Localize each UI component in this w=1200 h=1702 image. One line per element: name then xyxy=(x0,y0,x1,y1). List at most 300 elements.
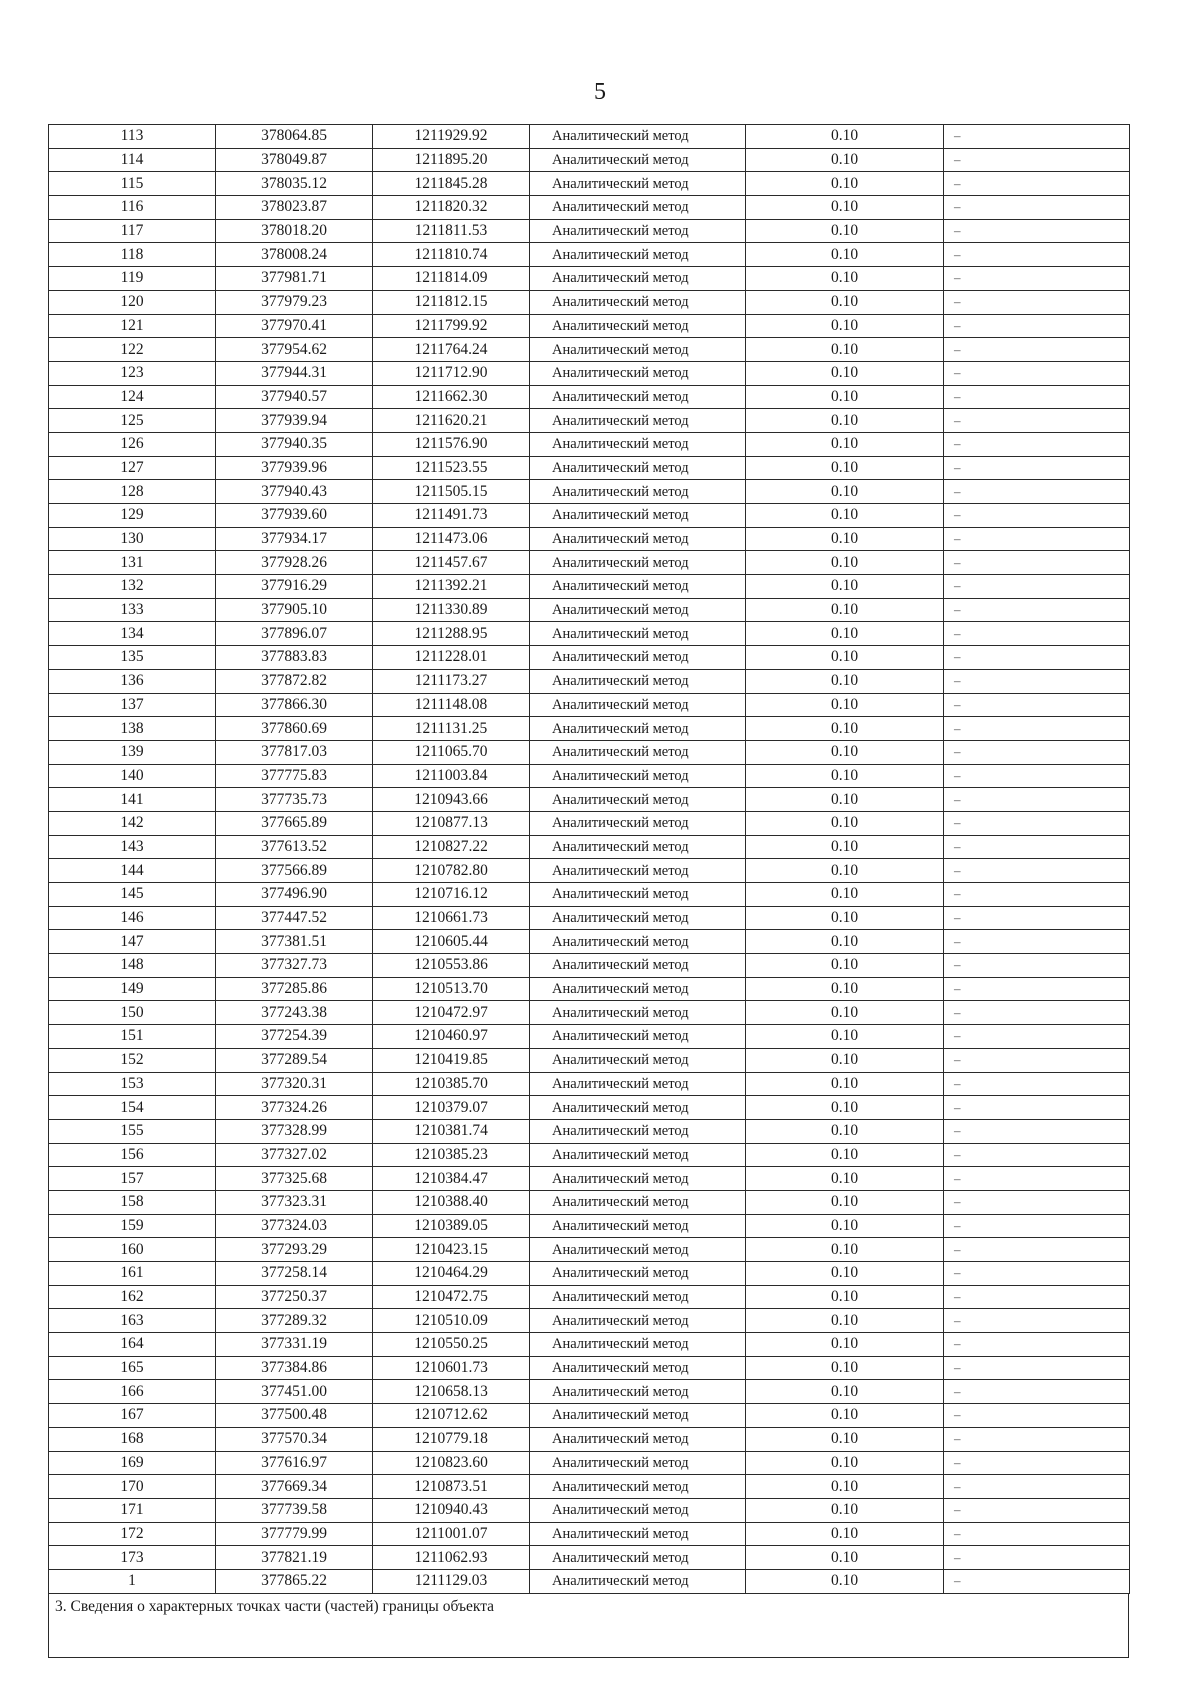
point-number-cell: 169 xyxy=(49,1451,216,1475)
table-row xyxy=(49,930,1130,954)
point-number-cell: 173 xyxy=(49,1546,216,1570)
method-cell: Аналитический метод xyxy=(530,196,746,220)
table-row xyxy=(49,551,1130,575)
description-cell: – xyxy=(944,740,1130,764)
y-coordinate-cell: 1211457.67 xyxy=(373,551,530,575)
point-number-cell: 157 xyxy=(49,1167,216,1191)
description-cell: – xyxy=(944,1096,1130,1120)
section-3-box xyxy=(48,1594,1129,1658)
method-cell: Аналитический метод xyxy=(530,740,746,764)
method-cell: Аналитический метод xyxy=(530,1167,746,1191)
point-number-cell: 121 xyxy=(49,314,216,338)
point-number-cell: 117 xyxy=(49,219,216,243)
accuracy-cell: 0.10 xyxy=(746,1048,944,1072)
accuracy-cell: 0.10 xyxy=(746,125,944,149)
y-coordinate-cell: 1210510.09 xyxy=(373,1309,530,1333)
table-row xyxy=(49,1333,1130,1357)
accuracy-cell: 0.10 xyxy=(746,646,944,670)
y-coordinate-cell: 1210513.70 xyxy=(373,977,530,1001)
x-coordinate-cell: 377496.90 xyxy=(216,883,373,907)
accuracy-cell: 0.10 xyxy=(746,764,944,788)
point-number-cell: 172 xyxy=(49,1522,216,1546)
description-cell: – xyxy=(944,693,1130,717)
method-cell: Аналитический метод xyxy=(530,1380,746,1404)
table-row xyxy=(49,811,1130,835)
point-number-cell: 154 xyxy=(49,1096,216,1120)
y-coordinate-cell: 1210472.97 xyxy=(373,1001,530,1025)
table-row xyxy=(49,1096,1130,1120)
y-coordinate-cell: 1211523.55 xyxy=(373,456,530,480)
table-row xyxy=(49,1285,1130,1309)
y-coordinate-cell: 1210877.13 xyxy=(373,811,530,835)
x-coordinate-cell: 377940.35 xyxy=(216,432,373,456)
description-cell: – xyxy=(944,527,1130,551)
description-cell: – xyxy=(944,835,1130,859)
y-coordinate-cell: 1211820.32 xyxy=(373,196,530,220)
description-cell: – xyxy=(944,456,1130,480)
description-cell: – xyxy=(944,196,1130,220)
table-row xyxy=(49,1309,1130,1333)
accuracy-cell: 0.10 xyxy=(746,693,944,717)
y-coordinate-cell: 1211148.08 xyxy=(373,693,530,717)
point-number-cell: 124 xyxy=(49,385,216,409)
y-coordinate-cell: 1211845.28 xyxy=(373,172,530,196)
description-cell: – xyxy=(944,930,1130,954)
accuracy-cell: 0.10 xyxy=(746,1214,944,1238)
method-cell: Аналитический метод xyxy=(530,1143,746,1167)
description-cell: – xyxy=(944,669,1130,693)
method-cell: Аналитический метод xyxy=(530,1214,746,1238)
table-row xyxy=(49,954,1130,978)
method-cell: Аналитический метод xyxy=(530,622,746,646)
method-cell: Аналитический метод xyxy=(530,148,746,172)
table-row xyxy=(49,527,1130,551)
y-coordinate-cell: 1210779.18 xyxy=(373,1427,530,1451)
table-row xyxy=(49,1214,1130,1238)
section-3-title: 3. Сведения о характерных точках части (частей) границы объекта xyxy=(55,1597,495,1615)
table-row xyxy=(49,788,1130,812)
point-number-cell: 130 xyxy=(49,527,216,551)
description-cell: – xyxy=(944,1451,1130,1475)
point-number-cell: 133 xyxy=(49,598,216,622)
table-row xyxy=(49,740,1130,764)
description-cell: – xyxy=(944,1427,1130,1451)
description-cell: – xyxy=(944,1498,1130,1522)
table-row xyxy=(49,1238,1130,1262)
y-coordinate-cell: 1210716.12 xyxy=(373,883,530,907)
table-row xyxy=(49,646,1130,670)
x-coordinate-cell: 377616.97 xyxy=(216,1451,373,1475)
point-number-cell: 165 xyxy=(49,1356,216,1380)
accuracy-cell: 0.10 xyxy=(746,977,944,1001)
y-coordinate-cell: 1210379.07 xyxy=(373,1096,530,1120)
method-cell: Аналитический метод xyxy=(530,1451,746,1475)
accuracy-cell: 0.10 xyxy=(746,1356,944,1380)
y-coordinate-cell: 1211505.15 xyxy=(373,480,530,504)
point-number-cell: 162 xyxy=(49,1285,216,1309)
method-cell: Аналитический метод xyxy=(530,835,746,859)
accuracy-cell: 0.10 xyxy=(746,859,944,883)
description-cell: – xyxy=(944,575,1130,599)
table-row xyxy=(49,432,1130,456)
y-coordinate-cell: 1210601.73 xyxy=(373,1356,530,1380)
accuracy-cell: 0.10 xyxy=(746,1498,944,1522)
description-cell: – xyxy=(944,1522,1130,1546)
x-coordinate-cell: 377954.62 xyxy=(216,338,373,362)
accuracy-cell: 0.10 xyxy=(746,480,944,504)
point-number-cell: 163 xyxy=(49,1309,216,1333)
method-cell: Аналитический метод xyxy=(530,290,746,314)
x-coordinate-cell: 377328.99 xyxy=(216,1119,373,1143)
point-number-cell: 126 xyxy=(49,432,216,456)
x-coordinate-cell: 377939.96 xyxy=(216,456,373,480)
x-coordinate-cell: 377320.31 xyxy=(216,1072,373,1096)
accuracy-cell: 0.10 xyxy=(746,954,944,978)
y-coordinate-cell: 1211228.01 xyxy=(373,646,530,670)
method-cell: Аналитический метод xyxy=(530,1333,746,1357)
method-cell: Аналитический метод xyxy=(530,1475,746,1499)
table-row xyxy=(49,1072,1130,1096)
description-cell: – xyxy=(944,385,1130,409)
table-row xyxy=(49,1427,1130,1451)
x-coordinate-cell: 377500.48 xyxy=(216,1404,373,1428)
table-row xyxy=(49,1404,1130,1428)
accuracy-cell: 0.10 xyxy=(746,1096,944,1120)
point-number-cell: 153 xyxy=(49,1072,216,1096)
point-number-cell: 158 xyxy=(49,1190,216,1214)
accuracy-cell: 0.10 xyxy=(746,1167,944,1191)
accuracy-cell: 0.10 xyxy=(746,575,944,599)
method-cell: Аналитический метод xyxy=(530,1072,746,1096)
method-cell: Аналитический метод xyxy=(530,1427,746,1451)
point-number-cell: 152 xyxy=(49,1048,216,1072)
y-coordinate-cell: 1211764.24 xyxy=(373,338,530,362)
point-number-cell: 115 xyxy=(49,172,216,196)
description-cell: – xyxy=(944,598,1130,622)
x-coordinate-cell: 377905.10 xyxy=(216,598,373,622)
description-cell: – xyxy=(944,1380,1130,1404)
table-row xyxy=(49,835,1130,859)
x-coordinate-cell: 378018.20 xyxy=(216,219,373,243)
method-cell: Аналитический метод xyxy=(530,361,746,385)
point-number-cell: 144 xyxy=(49,859,216,883)
description-cell: – xyxy=(944,504,1130,528)
page-number: 5 xyxy=(594,79,606,105)
accuracy-cell: 0.10 xyxy=(746,717,944,741)
y-coordinate-cell: 1211895.20 xyxy=(373,148,530,172)
accuracy-cell: 0.10 xyxy=(746,930,944,954)
x-coordinate-cell: 377613.52 xyxy=(216,835,373,859)
y-coordinate-cell: 1210658.13 xyxy=(373,1380,530,1404)
description-cell: – xyxy=(944,717,1130,741)
table-row xyxy=(49,859,1130,883)
method-cell: Аналитический метод xyxy=(530,1309,746,1333)
method-cell: Аналитический метод xyxy=(530,717,746,741)
table-row xyxy=(49,125,1130,149)
y-coordinate-cell: 1211473.06 xyxy=(373,527,530,551)
description-cell: – xyxy=(944,788,1130,812)
x-coordinate-cell: 377250.37 xyxy=(216,1285,373,1309)
method-cell: Аналитический метод xyxy=(530,906,746,930)
description-cell: – xyxy=(944,883,1130,907)
x-coordinate-cell: 377324.03 xyxy=(216,1214,373,1238)
y-coordinate-cell: 1211576.90 xyxy=(373,432,530,456)
y-coordinate-cell: 1210782.80 xyxy=(373,859,530,883)
description-cell: – xyxy=(944,977,1130,1001)
table-row xyxy=(49,1451,1130,1475)
method-cell: Аналитический метод xyxy=(530,598,746,622)
method-cell: Аналитический метод xyxy=(530,575,746,599)
description-cell: – xyxy=(944,172,1130,196)
accuracy-cell: 0.10 xyxy=(746,598,944,622)
x-coordinate-cell: 377289.54 xyxy=(216,1048,373,1072)
description-cell: – xyxy=(944,1167,1130,1191)
table-row xyxy=(49,290,1130,314)
table-row xyxy=(49,1475,1130,1499)
document-sheet xyxy=(48,124,1129,1658)
point-number-cell: 140 xyxy=(49,764,216,788)
table-row xyxy=(49,219,1130,243)
point-number-cell: 125 xyxy=(49,409,216,433)
x-coordinate-cell: 377821.19 xyxy=(216,1546,373,1570)
description-cell: – xyxy=(944,1048,1130,1072)
y-coordinate-cell: 1211330.89 xyxy=(373,598,530,622)
description-cell: – xyxy=(944,1309,1130,1333)
table-row xyxy=(49,1190,1130,1214)
accuracy-cell: 0.10 xyxy=(746,409,944,433)
accuracy-cell: 0.10 xyxy=(746,196,944,220)
x-coordinate-cell: 377289.32 xyxy=(216,1309,373,1333)
x-coordinate-cell: 377872.82 xyxy=(216,669,373,693)
accuracy-cell: 0.10 xyxy=(746,1451,944,1475)
y-coordinate-cell: 1210419.85 xyxy=(373,1048,530,1072)
table-row xyxy=(49,669,1130,693)
x-coordinate-cell: 377325.68 xyxy=(216,1167,373,1191)
accuracy-cell: 0.10 xyxy=(746,835,944,859)
description-cell: – xyxy=(944,1285,1130,1309)
accuracy-cell: 0.10 xyxy=(746,1569,944,1593)
method-cell: Аналитический метод xyxy=(530,1119,746,1143)
point-number-cell: 136 xyxy=(49,669,216,693)
x-coordinate-cell: 378035.12 xyxy=(216,172,373,196)
x-coordinate-cell: 377323.31 xyxy=(216,1190,373,1214)
x-coordinate-cell: 377934.17 xyxy=(216,527,373,551)
description-cell: – xyxy=(944,432,1130,456)
accuracy-cell: 0.10 xyxy=(746,290,944,314)
method-cell: Аналитический метод xyxy=(530,1569,746,1593)
y-coordinate-cell: 1211392.21 xyxy=(373,575,530,599)
y-coordinate-cell: 1210385.23 xyxy=(373,1143,530,1167)
accuracy-cell: 0.10 xyxy=(746,1475,944,1499)
method-cell: Аналитический метод xyxy=(530,1001,746,1025)
description-cell: – xyxy=(944,243,1130,267)
table-row xyxy=(49,1119,1130,1143)
description-cell: – xyxy=(944,1025,1130,1049)
y-coordinate-cell: 1211812.15 xyxy=(373,290,530,314)
description-cell: – xyxy=(944,125,1130,149)
method-cell: Аналитический метод xyxy=(530,859,746,883)
table-row xyxy=(49,1167,1130,1191)
x-coordinate-cell: 377866.30 xyxy=(216,693,373,717)
description-cell: – xyxy=(944,1356,1130,1380)
table-row xyxy=(49,622,1130,646)
accuracy-cell: 0.10 xyxy=(746,148,944,172)
table-row xyxy=(49,1380,1130,1404)
accuracy-cell: 0.10 xyxy=(746,883,944,907)
y-coordinate-cell: 1210661.73 xyxy=(373,906,530,930)
coordinates-table-body xyxy=(49,125,1130,1594)
y-coordinate-cell: 1210827.22 xyxy=(373,835,530,859)
table-row xyxy=(49,1001,1130,1025)
accuracy-cell: 0.10 xyxy=(746,1380,944,1404)
point-number-cell: 170 xyxy=(49,1475,216,1499)
point-number-cell: 135 xyxy=(49,646,216,670)
method-cell: Аналитический метод xyxy=(530,1025,746,1049)
description-cell: – xyxy=(944,1072,1130,1096)
table-row xyxy=(49,1356,1130,1380)
point-number-cell: 131 xyxy=(49,551,216,575)
description-cell: – xyxy=(944,1404,1130,1428)
accuracy-cell: 0.10 xyxy=(746,172,944,196)
method-cell: Аналитический метод xyxy=(530,551,746,575)
y-coordinate-cell: 1211799.92 xyxy=(373,314,530,338)
x-coordinate-cell: 377981.71 xyxy=(216,267,373,291)
point-number-cell: 146 xyxy=(49,906,216,930)
accuracy-cell: 0.10 xyxy=(746,432,944,456)
accuracy-cell: 0.10 xyxy=(746,906,944,930)
description-cell: – xyxy=(944,1262,1130,1286)
y-coordinate-cell: 1210385.70 xyxy=(373,1072,530,1096)
accuracy-cell: 0.10 xyxy=(746,1546,944,1570)
y-coordinate-cell: 1211288.95 xyxy=(373,622,530,646)
table-row xyxy=(49,409,1130,433)
x-coordinate-cell: 378064.85 xyxy=(216,125,373,149)
method-cell: Аналитический метод xyxy=(530,172,746,196)
method-cell: Аналитический метод xyxy=(530,1096,746,1120)
point-number-cell: 161 xyxy=(49,1262,216,1286)
accuracy-cell: 0.10 xyxy=(746,361,944,385)
method-cell: Аналитический метод xyxy=(530,1262,746,1286)
table-row xyxy=(49,693,1130,717)
accuracy-cell: 0.10 xyxy=(746,622,944,646)
y-coordinate-cell: 1211662.30 xyxy=(373,385,530,409)
point-number-cell: 156 xyxy=(49,1143,216,1167)
accuracy-cell: 0.10 xyxy=(746,1001,944,1025)
description-cell: – xyxy=(944,409,1130,433)
accuracy-cell: 0.10 xyxy=(746,740,944,764)
table-row xyxy=(49,504,1130,528)
x-coordinate-cell: 377860.69 xyxy=(216,717,373,741)
point-number-cell: 166 xyxy=(49,1380,216,1404)
table-row xyxy=(49,1569,1130,1593)
method-cell: Аналитический метод xyxy=(530,954,746,978)
method-cell: Аналитический метод xyxy=(530,338,746,362)
method-cell: Аналитический метод xyxy=(530,883,746,907)
description-cell: – xyxy=(944,646,1130,670)
y-coordinate-cell: 1211131.25 xyxy=(373,717,530,741)
accuracy-cell: 0.10 xyxy=(746,1285,944,1309)
y-coordinate-cell: 1211003.84 xyxy=(373,764,530,788)
x-coordinate-cell: 377775.83 xyxy=(216,764,373,788)
description-cell: – xyxy=(944,551,1130,575)
x-coordinate-cell: 377939.94 xyxy=(216,409,373,433)
x-coordinate-cell: 377979.23 xyxy=(216,290,373,314)
point-number-cell: 118 xyxy=(49,243,216,267)
accuracy-cell: 0.10 xyxy=(746,1025,944,1049)
point-number-cell: 122 xyxy=(49,338,216,362)
x-coordinate-cell: 377566.89 xyxy=(216,859,373,883)
x-coordinate-cell: 377243.38 xyxy=(216,1001,373,1025)
y-coordinate-cell: 1211814.09 xyxy=(373,267,530,291)
point-number-cell: 129 xyxy=(49,504,216,528)
table-row xyxy=(49,764,1130,788)
y-coordinate-cell: 1210381.74 xyxy=(373,1119,530,1143)
x-coordinate-cell: 377896.07 xyxy=(216,622,373,646)
description-cell: – xyxy=(944,811,1130,835)
x-coordinate-cell: 378049.87 xyxy=(216,148,373,172)
accuracy-cell: 0.10 xyxy=(746,456,944,480)
x-coordinate-cell: 377735.73 xyxy=(216,788,373,812)
x-coordinate-cell: 377916.29 xyxy=(216,575,373,599)
method-cell: Аналитический метод xyxy=(530,788,746,812)
y-coordinate-cell: 1210605.44 xyxy=(373,930,530,954)
accuracy-cell: 0.10 xyxy=(746,1119,944,1143)
accuracy-cell: 0.10 xyxy=(746,1333,944,1357)
y-coordinate-cell: 1211712.90 xyxy=(373,361,530,385)
description-cell: – xyxy=(944,622,1130,646)
x-coordinate-cell: 377447.52 xyxy=(216,906,373,930)
x-coordinate-cell: 377939.60 xyxy=(216,504,373,528)
method-cell: Аналитический метод xyxy=(530,693,746,717)
description-cell: – xyxy=(944,1001,1130,1025)
y-coordinate-cell: 1210553.86 xyxy=(373,954,530,978)
y-coordinate-cell: 1211491.73 xyxy=(373,504,530,528)
point-number-cell: 149 xyxy=(49,977,216,1001)
method-cell: Аналитический метод xyxy=(530,385,746,409)
method-cell: Аналитический метод xyxy=(530,669,746,693)
point-number-cell: 113 xyxy=(49,125,216,149)
x-coordinate-cell: 377324.26 xyxy=(216,1096,373,1120)
y-coordinate-cell: 1210423.15 xyxy=(373,1238,530,1262)
point-number-cell: 116 xyxy=(49,196,216,220)
table-row xyxy=(49,243,1130,267)
accuracy-cell: 0.10 xyxy=(746,1143,944,1167)
table-row xyxy=(49,148,1130,172)
accuracy-cell: 0.10 xyxy=(746,1522,944,1546)
description-cell: – xyxy=(944,1238,1130,1262)
y-coordinate-cell: 1211811.53 xyxy=(373,219,530,243)
point-number-cell: 143 xyxy=(49,835,216,859)
accuracy-cell: 0.10 xyxy=(746,811,944,835)
table-row xyxy=(49,172,1130,196)
description-cell: – xyxy=(944,267,1130,291)
accuracy-cell: 0.10 xyxy=(746,338,944,362)
method-cell: Аналитический метод xyxy=(530,456,746,480)
accuracy-cell: 0.10 xyxy=(746,219,944,243)
table-row xyxy=(49,977,1130,1001)
table-row xyxy=(49,480,1130,504)
x-coordinate-cell: 377327.02 xyxy=(216,1143,373,1167)
x-coordinate-cell: 377883.83 xyxy=(216,646,373,670)
method-cell: Аналитический метод xyxy=(530,314,746,338)
y-coordinate-cell: 1211062.93 xyxy=(373,1546,530,1570)
description-cell: – xyxy=(944,1190,1130,1214)
x-coordinate-cell: 377944.31 xyxy=(216,361,373,385)
point-number-cell: 1 xyxy=(49,1569,216,1593)
point-number-cell: 142 xyxy=(49,811,216,835)
x-coordinate-cell: 377940.57 xyxy=(216,385,373,409)
table-row xyxy=(49,906,1130,930)
